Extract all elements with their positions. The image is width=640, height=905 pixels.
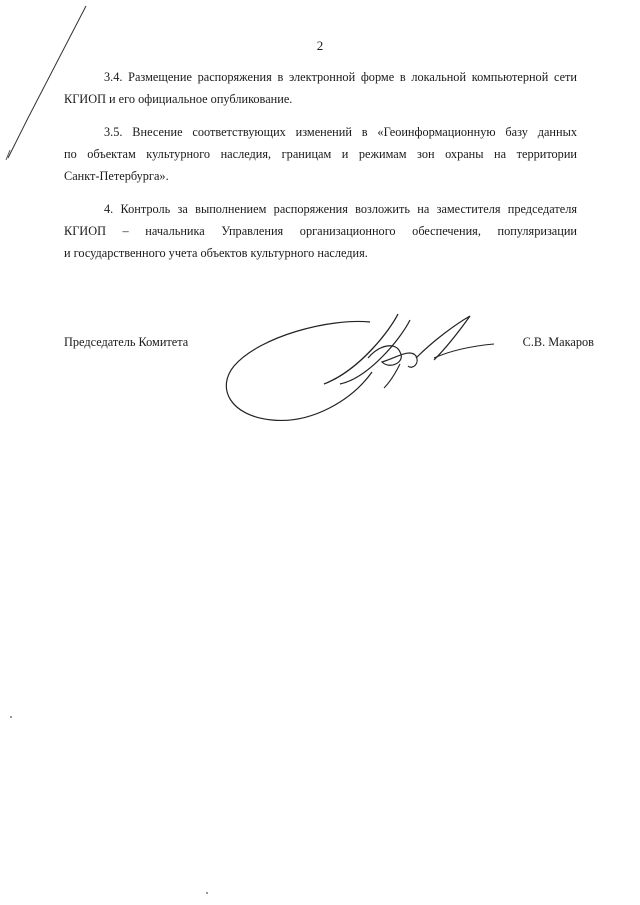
scan-speck	[206, 892, 208, 894]
handwritten-signature	[220, 300, 510, 430]
text-line: 3.4. Размещение распоряжения в электронной форме в локальной компьютерной сети	[104, 70, 577, 84]
document-body	[64, 66, 577, 264]
paragraph-3-5	[64, 121, 577, 187]
page-number: 2	[316, 38, 324, 53]
scan-speck	[10, 716, 12, 718]
text-line: 3.5. Внесение соответствующих изменений в «Геоинформационную базу данных	[104, 125, 577, 139]
text-line: и государственного учета объектов культурного наследия.	[64, 246, 368, 260]
text-line: Санкт-Петербурга».	[64, 169, 169, 183]
text-line: по объектам культурного наследия, границам и режимам зон охраны на территории	[64, 147, 577, 161]
signatory-title: Председатель Комитета	[64, 335, 189, 349]
paragraph-4	[64, 198, 577, 264]
signatory-name: С.В. Макаров	[522, 335, 594, 349]
text-line: 4. Контроль за выполнением распоряжения возложить на заместителя председателя	[104, 202, 577, 216]
paragraph-3-4	[64, 66, 577, 110]
text-line: КГИОП и его официальное опубликование.	[64, 92, 293, 106]
text-line: КГИОП – начальника Управления организационного обеспечения, популяризации	[64, 224, 577, 238]
signature-block	[64, 332, 594, 362]
